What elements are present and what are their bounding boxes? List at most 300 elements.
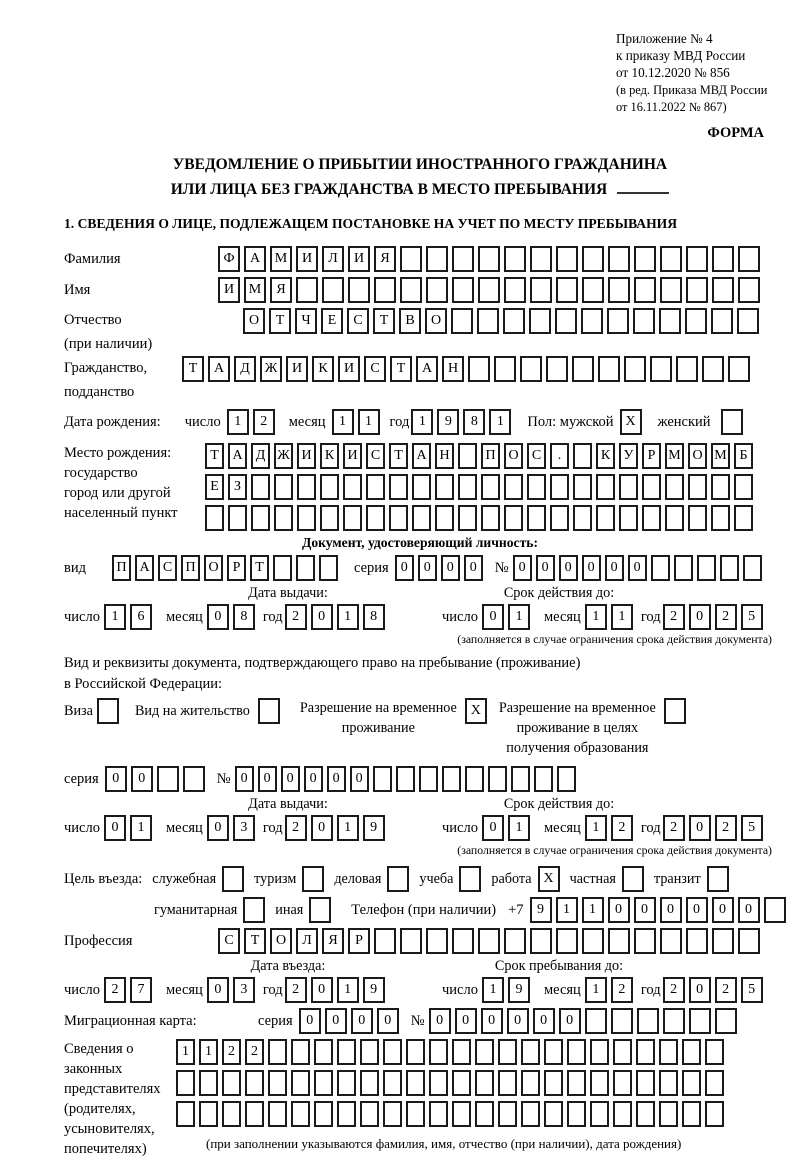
char-box[interactable] bbox=[682, 1039, 701, 1065]
char-box[interactable] bbox=[659, 1070, 678, 1096]
char-box[interactable] bbox=[475, 1101, 494, 1127]
char-box[interactable]: Т bbox=[389, 443, 408, 469]
char-box[interactable] bbox=[682, 1070, 701, 1096]
char-box[interactable]: 1 bbox=[176, 1039, 195, 1065]
char-box[interactable] bbox=[475, 1039, 494, 1065]
char-box[interactable]: 9 bbox=[437, 409, 459, 435]
char-box[interactable] bbox=[711, 474, 730, 500]
char-box[interactable]: 0 bbox=[689, 977, 711, 1003]
char-box[interactable] bbox=[389, 505, 408, 531]
char-box[interactable] bbox=[452, 277, 474, 303]
female-checkbox[interactable] bbox=[721, 409, 743, 435]
char-box[interactable]: В bbox=[399, 308, 421, 334]
char-box[interactable] bbox=[337, 1101, 356, 1127]
char-box[interactable]: 1 bbox=[556, 897, 578, 923]
char-box[interactable] bbox=[633, 308, 655, 334]
char-box[interactable]: 0 bbox=[350, 766, 369, 792]
char-box[interactable]: 0 bbox=[207, 815, 229, 841]
char-box[interactable] bbox=[659, 1101, 678, 1127]
char-box[interactable] bbox=[734, 474, 753, 500]
char-box[interactable]: 1 bbox=[508, 604, 530, 630]
char-box[interactable]: 0 bbox=[660, 897, 682, 923]
char-box[interactable] bbox=[530, 277, 552, 303]
char-box[interactable]: С bbox=[527, 443, 546, 469]
char-box[interactable]: 9 bbox=[530, 897, 552, 923]
tourism-checkbox[interactable] bbox=[302, 866, 324, 892]
char-box[interactable] bbox=[228, 505, 247, 531]
char-box[interactable]: 0 bbox=[311, 604, 333, 630]
char-box[interactable] bbox=[688, 474, 707, 500]
char-box[interactable]: 1 bbox=[227, 409, 249, 435]
char-box[interactable] bbox=[429, 1101, 448, 1127]
char-box[interactable] bbox=[737, 308, 759, 334]
char-box[interactable]: 0 bbox=[634, 897, 656, 923]
char-box[interactable] bbox=[374, 928, 396, 954]
char-box[interactable] bbox=[557, 766, 576, 792]
char-box[interactable]: 2 bbox=[715, 977, 737, 1003]
char-box[interactable]: 0 bbox=[482, 604, 504, 630]
char-box[interactable] bbox=[555, 308, 577, 334]
char-box[interactable] bbox=[268, 1101, 287, 1127]
char-box[interactable]: У bbox=[619, 443, 638, 469]
char-box[interactable]: Ж bbox=[260, 356, 282, 382]
char-box[interactable]: 1 bbox=[489, 409, 511, 435]
char-box[interactable] bbox=[274, 505, 293, 531]
char-box[interactable] bbox=[705, 1101, 724, 1127]
char-box[interactable] bbox=[406, 1101, 425, 1127]
char-box[interactable]: 9 bbox=[363, 977, 385, 1003]
other-checkbox[interactable] bbox=[309, 897, 331, 923]
char-box[interactable]: 6 bbox=[130, 604, 152, 630]
char-box[interactable]: 2 bbox=[663, 604, 685, 630]
char-box[interactable] bbox=[734, 505, 753, 531]
char-box[interactable]: 0 bbox=[455, 1008, 477, 1034]
char-box[interactable]: Т bbox=[205, 443, 224, 469]
char-box[interactable] bbox=[637, 1008, 659, 1034]
male-checkbox[interactable]: X bbox=[620, 409, 642, 435]
char-box[interactable] bbox=[715, 1008, 737, 1034]
char-box[interactable]: 1 bbox=[130, 815, 152, 841]
char-box[interactable]: С bbox=[218, 928, 240, 954]
char-box[interactable]: Р bbox=[348, 928, 370, 954]
char-box[interactable] bbox=[720, 555, 739, 581]
char-box[interactable]: 1 bbox=[337, 815, 359, 841]
char-box[interactable] bbox=[624, 356, 646, 382]
char-box[interactable] bbox=[544, 1039, 563, 1065]
char-box[interactable]: 0 bbox=[281, 766, 300, 792]
char-box[interactable] bbox=[337, 1070, 356, 1096]
char-box[interactable] bbox=[663, 1008, 685, 1034]
char-box[interactable]: 1 bbox=[585, 815, 607, 841]
char-box[interactable]: 2 bbox=[285, 815, 307, 841]
char-box[interactable] bbox=[426, 277, 448, 303]
char-box[interactable] bbox=[320, 474, 339, 500]
char-box[interactable]: А bbox=[135, 555, 154, 581]
char-box[interactable]: 2 bbox=[285, 604, 307, 630]
char-box[interactable]: П bbox=[112, 555, 131, 581]
char-box[interactable]: 0 bbox=[481, 1008, 503, 1034]
char-box[interactable]: . bbox=[550, 443, 569, 469]
char-box[interactable] bbox=[613, 1101, 632, 1127]
char-box[interactable] bbox=[659, 308, 681, 334]
char-box[interactable] bbox=[527, 505, 546, 531]
char-box[interactable] bbox=[550, 474, 569, 500]
char-box[interactable] bbox=[607, 308, 629, 334]
char-box[interactable] bbox=[676, 356, 698, 382]
char-box[interactable] bbox=[406, 1039, 425, 1065]
char-box[interactable]: П bbox=[181, 555, 200, 581]
char-box[interactable] bbox=[245, 1070, 264, 1096]
char-box[interactable] bbox=[608, 246, 630, 272]
char-box[interactable] bbox=[296, 277, 318, 303]
char-box[interactable]: О bbox=[204, 555, 223, 581]
char-box[interactable]: 0 bbox=[507, 1008, 529, 1034]
char-box[interactable]: Т bbox=[269, 308, 291, 334]
char-box[interactable]: И bbox=[297, 443, 316, 469]
char-box[interactable] bbox=[660, 277, 682, 303]
char-box[interactable] bbox=[222, 1101, 241, 1127]
char-box[interactable] bbox=[498, 1070, 517, 1096]
char-box[interactable] bbox=[360, 1101, 379, 1127]
char-box[interactable]: 2 bbox=[104, 977, 126, 1003]
char-box[interactable] bbox=[322, 277, 344, 303]
char-box[interactable] bbox=[504, 277, 526, 303]
char-box[interactable] bbox=[205, 505, 224, 531]
char-box[interactable]: 0 bbox=[304, 766, 323, 792]
char-box[interactable] bbox=[634, 277, 656, 303]
char-box[interactable] bbox=[743, 555, 762, 581]
char-box[interactable] bbox=[366, 474, 385, 500]
char-box[interactable] bbox=[521, 1070, 540, 1096]
char-box[interactable] bbox=[400, 928, 422, 954]
char-box[interactable]: 8 bbox=[463, 409, 485, 435]
char-box[interactable] bbox=[527, 474, 546, 500]
char-box[interactable] bbox=[291, 1039, 310, 1065]
char-box[interactable]: 0 bbox=[377, 1008, 399, 1034]
char-box[interactable] bbox=[546, 356, 568, 382]
char-box[interactable] bbox=[556, 246, 578, 272]
char-box[interactable] bbox=[504, 246, 526, 272]
char-box[interactable] bbox=[567, 1070, 586, 1096]
char-box[interactable] bbox=[478, 246, 500, 272]
char-box[interactable] bbox=[711, 505, 730, 531]
char-box[interactable] bbox=[642, 474, 661, 500]
char-box[interactable]: О bbox=[270, 928, 292, 954]
char-box[interactable]: Е bbox=[205, 474, 224, 500]
char-box[interactable]: 3 bbox=[233, 977, 255, 1003]
char-box[interactable] bbox=[435, 505, 454, 531]
char-box[interactable]: 1 bbox=[337, 604, 359, 630]
char-box[interactable] bbox=[273, 555, 292, 581]
char-box[interactable] bbox=[728, 356, 750, 382]
char-box[interactable] bbox=[452, 928, 474, 954]
char-box[interactable] bbox=[478, 277, 500, 303]
business-checkbox[interactable] bbox=[387, 866, 409, 892]
char-box[interactable] bbox=[636, 1039, 655, 1065]
char-box[interactable] bbox=[481, 505, 500, 531]
char-box[interactable] bbox=[251, 474, 270, 500]
char-box[interactable] bbox=[613, 1039, 632, 1065]
char-box[interactable] bbox=[619, 474, 638, 500]
char-box[interactable]: 0 bbox=[513, 555, 532, 581]
char-box[interactable] bbox=[465, 766, 484, 792]
char-box[interactable] bbox=[689, 1008, 711, 1034]
char-box[interactable]: О bbox=[504, 443, 523, 469]
char-box[interactable]: 0 bbox=[351, 1008, 373, 1034]
char-box[interactable]: И bbox=[348, 246, 370, 272]
char-box[interactable]: Д bbox=[234, 356, 256, 382]
char-box[interactable]: 2 bbox=[253, 409, 275, 435]
private-checkbox[interactable] bbox=[622, 866, 644, 892]
char-box[interactable]: 0 bbox=[418, 555, 437, 581]
char-box[interactable] bbox=[712, 928, 734, 954]
char-box[interactable]: 2 bbox=[611, 977, 633, 1003]
char-box[interactable] bbox=[412, 505, 431, 531]
char-box[interactable]: Т bbox=[182, 356, 204, 382]
char-box[interactable] bbox=[245, 1101, 264, 1127]
char-box[interactable]: 0 bbox=[429, 1008, 451, 1034]
temp-residence-checkbox[interactable]: X bbox=[465, 698, 487, 724]
char-box[interactable]: 2 bbox=[285, 977, 307, 1003]
char-box[interactable]: И bbox=[338, 356, 360, 382]
char-box[interactable]: 1 bbox=[332, 409, 354, 435]
char-box[interactable] bbox=[383, 1101, 402, 1127]
char-box[interactable]: О bbox=[425, 308, 447, 334]
char-box[interactable]: С bbox=[158, 555, 177, 581]
char-box[interactable] bbox=[475, 1070, 494, 1096]
char-box[interactable]: 2 bbox=[611, 815, 633, 841]
char-box[interactable] bbox=[688, 505, 707, 531]
char-box[interactable] bbox=[590, 1101, 609, 1127]
char-box[interactable] bbox=[697, 555, 716, 581]
char-box[interactable] bbox=[521, 1039, 540, 1065]
char-box[interactable]: С bbox=[364, 356, 386, 382]
char-box[interactable] bbox=[613, 1070, 632, 1096]
char-box[interactable] bbox=[556, 277, 578, 303]
char-box[interactable]: 1 bbox=[411, 409, 433, 435]
char-box[interactable]: 0 bbox=[311, 815, 333, 841]
char-box[interactable]: А bbox=[244, 246, 266, 272]
char-box[interactable] bbox=[712, 277, 734, 303]
study-checkbox[interactable] bbox=[459, 866, 481, 892]
char-box[interactable]: М bbox=[270, 246, 292, 272]
char-box[interactable] bbox=[360, 1039, 379, 1065]
char-box[interactable] bbox=[314, 1070, 333, 1096]
char-box[interactable]: З bbox=[228, 474, 247, 500]
char-box[interactable]: 0 bbox=[559, 555, 578, 581]
char-box[interactable]: Р bbox=[227, 555, 246, 581]
char-box[interactable] bbox=[504, 928, 526, 954]
char-box[interactable] bbox=[702, 356, 724, 382]
char-box[interactable] bbox=[383, 1070, 402, 1096]
char-box[interactable] bbox=[452, 1039, 471, 1065]
char-box[interactable] bbox=[504, 505, 523, 531]
char-box[interactable]: 1 bbox=[482, 977, 504, 1003]
char-box[interactable]: 5 bbox=[741, 815, 763, 841]
char-box[interactable]: А bbox=[412, 443, 431, 469]
char-box[interactable]: 5 bbox=[741, 977, 763, 1003]
char-box[interactable] bbox=[343, 505, 362, 531]
char-box[interactable] bbox=[400, 277, 422, 303]
char-box[interactable]: 0 bbox=[395, 555, 414, 581]
char-box[interactable] bbox=[705, 1039, 724, 1065]
humanitarian-checkbox[interactable] bbox=[243, 897, 265, 923]
char-box[interactable]: Т bbox=[390, 356, 412, 382]
char-box[interactable] bbox=[582, 277, 604, 303]
char-box[interactable] bbox=[608, 277, 630, 303]
char-box[interactable]: 0 bbox=[533, 1008, 555, 1034]
char-box[interactable] bbox=[452, 1070, 471, 1096]
char-box[interactable] bbox=[366, 505, 385, 531]
char-box[interactable] bbox=[383, 1039, 402, 1065]
char-box[interactable]: 0 bbox=[207, 604, 229, 630]
char-box[interactable]: Е bbox=[321, 308, 343, 334]
char-box[interactable] bbox=[611, 1008, 633, 1034]
char-box[interactable] bbox=[199, 1070, 218, 1096]
char-box[interactable] bbox=[665, 474, 684, 500]
char-box[interactable]: К bbox=[320, 443, 339, 469]
char-box[interactable]: 0 bbox=[258, 766, 277, 792]
char-box[interactable] bbox=[572, 356, 594, 382]
char-box[interactable] bbox=[608, 928, 630, 954]
char-box[interactable]: 9 bbox=[508, 977, 530, 1003]
char-box[interactable] bbox=[582, 928, 604, 954]
char-box[interactable]: 0 bbox=[235, 766, 254, 792]
char-box[interactable]: И bbox=[343, 443, 362, 469]
char-box[interactable]: М bbox=[244, 277, 266, 303]
char-box[interactable]: О bbox=[688, 443, 707, 469]
char-box[interactable]: О bbox=[243, 308, 265, 334]
char-box[interactable] bbox=[585, 1008, 607, 1034]
char-box[interactable] bbox=[291, 1101, 310, 1127]
char-box[interactable] bbox=[636, 1070, 655, 1096]
char-box[interactable] bbox=[634, 928, 656, 954]
char-box[interactable] bbox=[573, 443, 592, 469]
char-box[interactable] bbox=[581, 308, 603, 334]
char-box[interactable]: 0 bbox=[628, 555, 647, 581]
char-box[interactable] bbox=[426, 928, 448, 954]
char-box[interactable] bbox=[686, 928, 708, 954]
char-box[interactable] bbox=[573, 505, 592, 531]
char-box[interactable] bbox=[412, 474, 431, 500]
char-box[interactable] bbox=[458, 505, 477, 531]
char-box[interactable]: 2 bbox=[715, 815, 737, 841]
char-box[interactable] bbox=[360, 1070, 379, 1096]
char-box[interactable] bbox=[183, 766, 205, 792]
char-box[interactable] bbox=[738, 246, 760, 272]
char-box[interactable] bbox=[598, 356, 620, 382]
char-box[interactable]: С bbox=[366, 443, 385, 469]
char-box[interactable] bbox=[660, 246, 682, 272]
char-box[interactable]: 1 bbox=[199, 1039, 218, 1065]
char-box[interactable]: 1 bbox=[611, 604, 633, 630]
char-box[interactable] bbox=[534, 766, 553, 792]
char-box[interactable] bbox=[711, 308, 733, 334]
char-box[interactable]: А bbox=[228, 443, 247, 469]
char-box[interactable] bbox=[488, 766, 507, 792]
char-box[interactable]: Л bbox=[296, 928, 318, 954]
char-box[interactable]: 0 bbox=[582, 555, 601, 581]
char-box[interactable] bbox=[619, 505, 638, 531]
char-box[interactable]: 0 bbox=[299, 1008, 321, 1034]
char-box[interactable]: 5 bbox=[741, 604, 763, 630]
char-box[interactable]: П bbox=[481, 443, 500, 469]
char-box[interactable] bbox=[582, 246, 604, 272]
char-box[interactable] bbox=[337, 1039, 356, 1065]
char-box[interactable]: Ч bbox=[295, 308, 317, 334]
char-box[interactable]: 0 bbox=[131, 766, 153, 792]
char-box[interactable] bbox=[458, 474, 477, 500]
char-box[interactable] bbox=[530, 246, 552, 272]
work-checkbox[interactable]: X bbox=[538, 866, 560, 892]
char-box[interactable] bbox=[478, 928, 500, 954]
char-box[interactable] bbox=[426, 246, 448, 272]
char-box[interactable] bbox=[222, 1070, 241, 1096]
char-box[interactable] bbox=[686, 277, 708, 303]
char-box[interactable]: М bbox=[665, 443, 684, 469]
char-box[interactable] bbox=[705, 1070, 724, 1096]
char-box[interactable]: 2 bbox=[245, 1039, 264, 1065]
char-box[interactable]: Л bbox=[322, 246, 344, 272]
char-box[interactable] bbox=[498, 1039, 517, 1065]
char-box[interactable] bbox=[458, 443, 477, 469]
char-box[interactable] bbox=[468, 356, 490, 382]
char-box[interactable]: 2 bbox=[715, 604, 737, 630]
char-box[interactable] bbox=[556, 928, 578, 954]
char-box[interactable] bbox=[296, 555, 315, 581]
char-box[interactable] bbox=[674, 555, 693, 581]
char-box[interactable]: Я bbox=[322, 928, 344, 954]
char-box[interactable]: 0 bbox=[105, 766, 127, 792]
char-box[interactable]: 8 bbox=[233, 604, 255, 630]
char-box[interactable] bbox=[320, 505, 339, 531]
char-box[interactable] bbox=[530, 928, 552, 954]
char-box[interactable]: М bbox=[711, 443, 730, 469]
char-box[interactable]: Д bbox=[251, 443, 270, 469]
char-box[interactable]: 1 bbox=[358, 409, 380, 435]
char-box[interactable]: 0 bbox=[441, 555, 460, 581]
char-box[interactable]: Р bbox=[642, 443, 661, 469]
char-box[interactable] bbox=[396, 766, 415, 792]
char-box[interactable] bbox=[659, 1039, 678, 1065]
char-box[interactable]: 1 bbox=[585, 604, 607, 630]
char-box[interactable]: Т bbox=[244, 928, 266, 954]
char-box[interactable]: 1 bbox=[508, 815, 530, 841]
char-box[interactable] bbox=[634, 246, 656, 272]
char-box[interactable] bbox=[567, 1101, 586, 1127]
char-box[interactable]: 0 bbox=[689, 604, 711, 630]
char-box[interactable] bbox=[682, 1101, 701, 1127]
char-box[interactable] bbox=[442, 766, 461, 792]
char-box[interactable]: 0 bbox=[738, 897, 760, 923]
char-box[interactable]: 0 bbox=[712, 897, 734, 923]
char-box[interactable] bbox=[452, 1101, 471, 1127]
char-box[interactable] bbox=[764, 897, 786, 923]
char-box[interactable] bbox=[268, 1039, 287, 1065]
char-box[interactable]: К bbox=[312, 356, 334, 382]
char-box[interactable] bbox=[511, 766, 530, 792]
char-box[interactable]: Ф bbox=[218, 246, 240, 272]
char-box[interactable] bbox=[451, 308, 473, 334]
char-box[interactable]: 2 bbox=[222, 1039, 241, 1065]
char-box[interactable] bbox=[660, 928, 682, 954]
char-box[interactable] bbox=[642, 505, 661, 531]
char-box[interactable]: 2 bbox=[663, 815, 685, 841]
char-box[interactable]: Я bbox=[270, 277, 292, 303]
char-box[interactable] bbox=[319, 555, 338, 581]
char-box[interactable] bbox=[157, 766, 179, 792]
char-box[interactable] bbox=[567, 1039, 586, 1065]
